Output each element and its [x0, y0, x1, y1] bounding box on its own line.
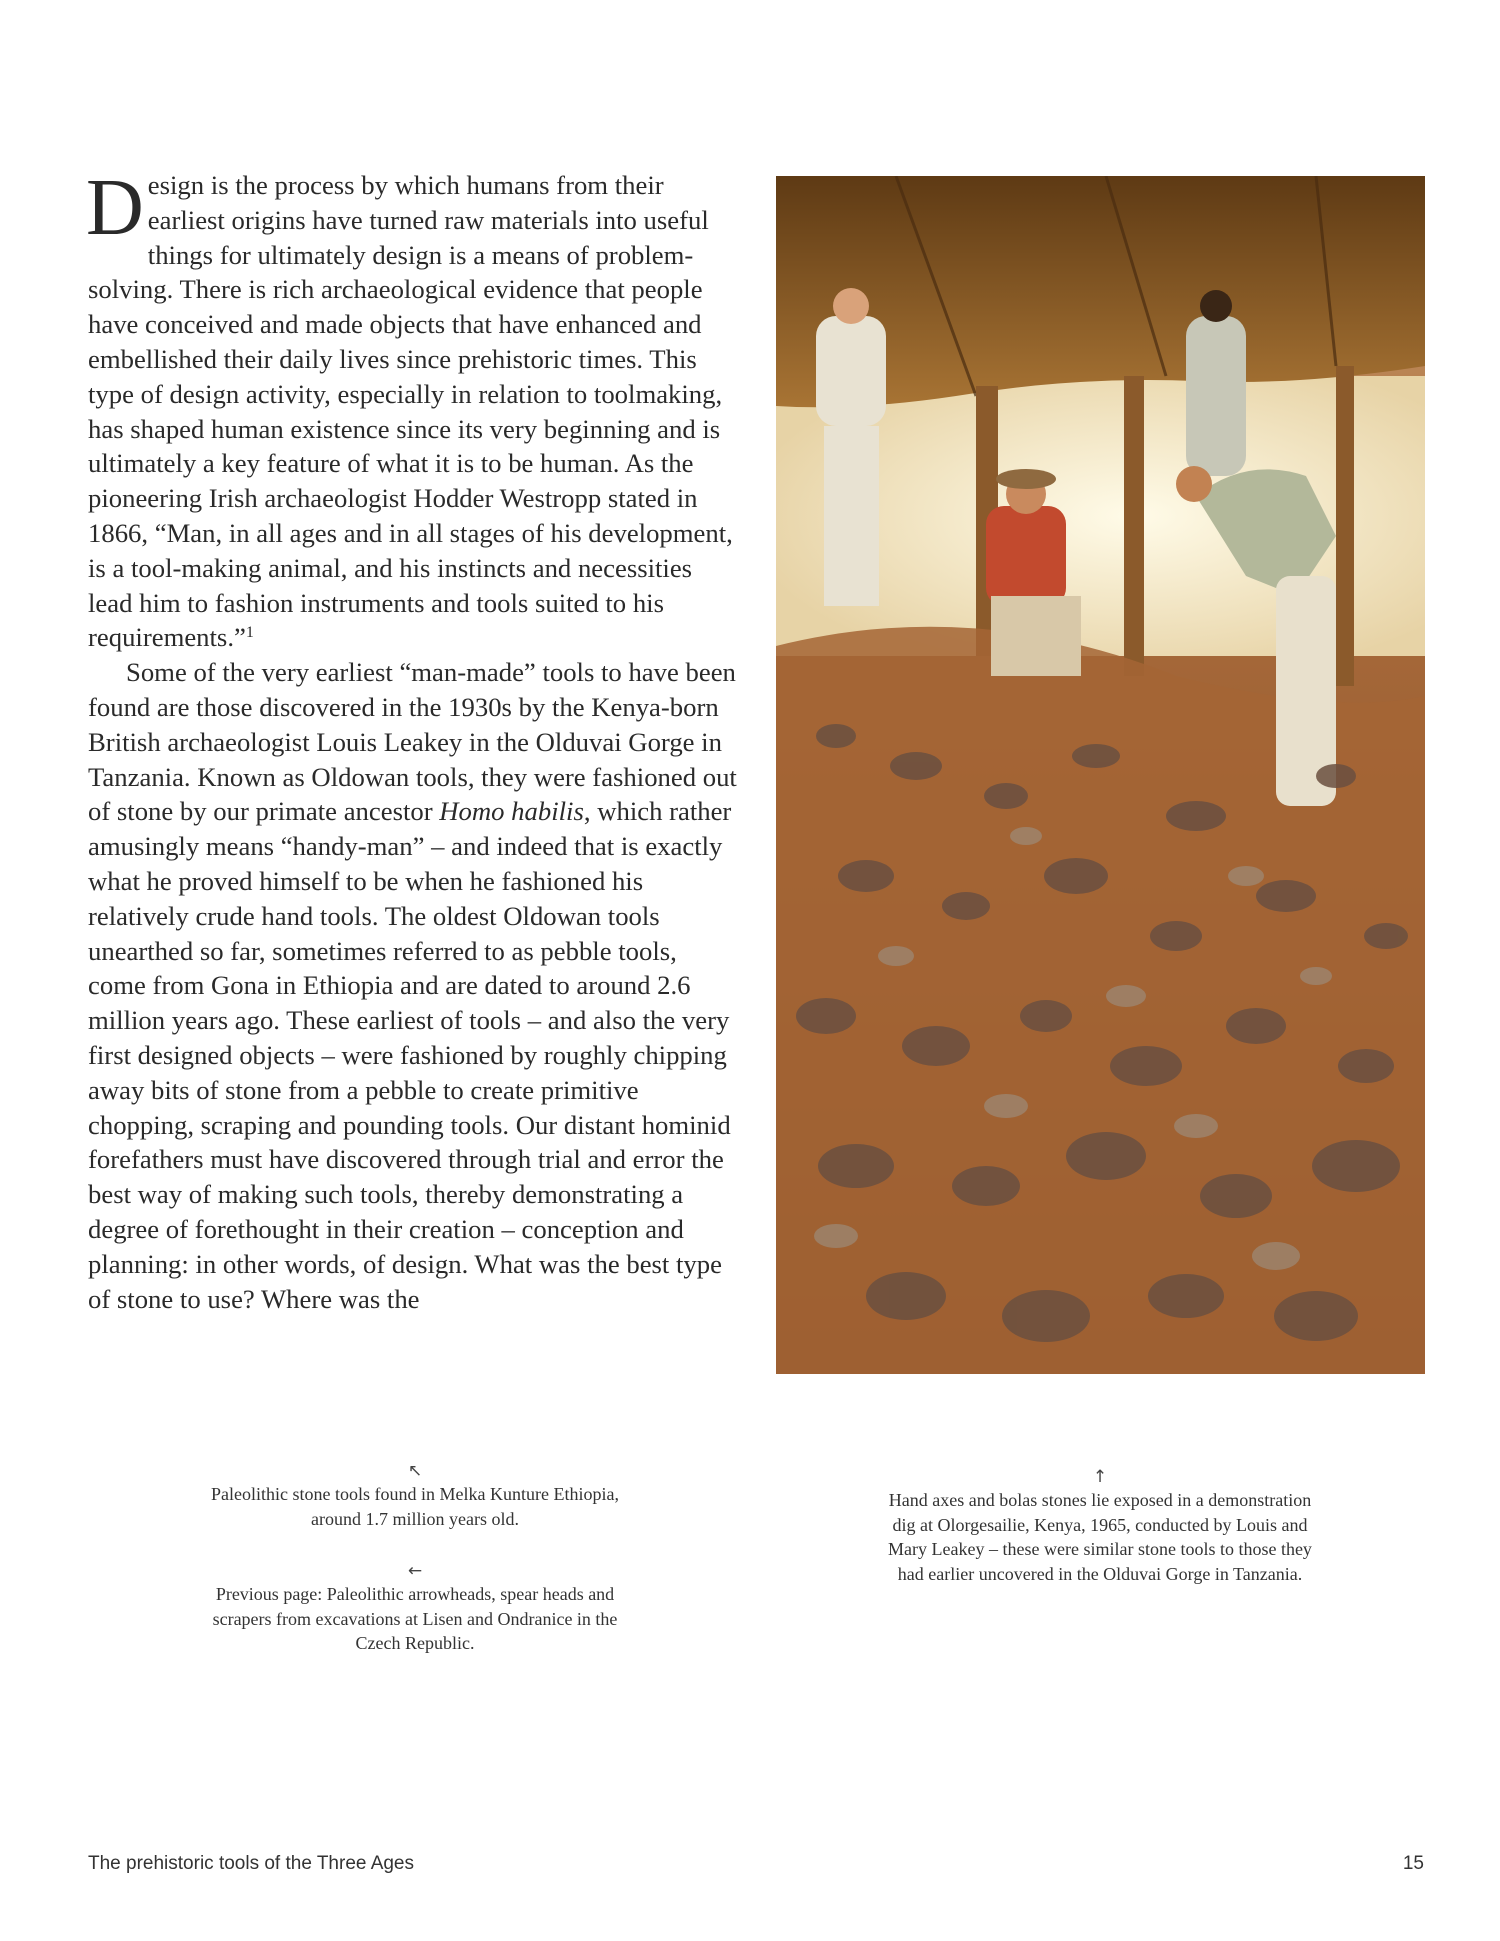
- arrow-left-icon: ←: [407, 1561, 423, 1581]
- caption-melka-kunture: [210, 1460, 620, 1531]
- caption-2-text: Previous page: Paleolithic arrowheads, spear heads and scrapers from excavations at Lisen and Ondranice in the Czech Republic.: [212, 1584, 618, 1654]
- paragraph-2-text-b: , which rather amusingly means “handy-man” – and indeed that is exactly what he proved himself to be when he fashioned his relatively crude hand tools. The oldest Oldowan tools unearthed so far, sometimes referred to as pebble tools, come from Gona in Ethiopia and are dated to around 2.6 million years ago. These earliest of tools – and also the very first designed objects – were fashioned by roughly chipping away bits of stone from a pebble to create primitive chopping, scraping and pounding tools. Our distant hominid forefathers must have discovered through trial and error the best way of making such tools, thereby demonstrating a degree of forethought in their creation – conception and planning: in other words, of design. What was the best type of stone to use? Where was the: [88, 796, 732, 1314]
- arrow-up-icon: ↑: [1092, 1467, 1108, 1487]
- excavation-photo: [776, 176, 1425, 1374]
- drop-cap: D: [86, 164, 144, 252]
- arrow-up-left-icon: ↖: [407, 1461, 423, 1481]
- species-name: Homo habilis: [439, 796, 584, 827]
- main-body-text: [86, 164, 740, 1316]
- footnote-marker: 1: [245, 624, 254, 642]
- paragraph-1: [86, 164, 740, 655]
- caption-previous-page: [210, 1560, 620, 1656]
- caption-1-text: Paleolithic stone tools found in Melka Kunture Ethiopia, around 1.7 million years old.: [211, 1484, 619, 1529]
- page-number: 15: [1402, 1853, 1424, 1874]
- caption-olorgesailie: [880, 1466, 1320, 1586]
- paragraph-2-text-a: Some of the very earliest “man-made” tools to have been found are those discovered in the 1930s by the Kenya-born British archaeologist Louis Leakey in the Olduvai Gorge in Tanzania. Known as Oldowan tools, they were fashioned out of stone by our primate ancestor: [88, 657, 737, 827]
- excavation-photo-illustration: [776, 176, 1425, 1374]
- running-footer-title: The prehistoric tools of the Three Ages: [88, 1853, 414, 1874]
- paragraph-2: [88, 655, 740, 1316]
- caption-3-text: Hand axes and bolas stones lie exposed in a demonstration dig at Olorgesailie, Kenya, 1965, conducted by Louis and Mary Leakey – these were similar stone tools to those they had earlier uncovered in the Olduvai Gorge in Tanzania.: [888, 1490, 1312, 1584]
- paragraph-1-text: esign is the process by which humans from their earliest origins have turned raw materials into useful things for ultimately design is a means of problem-solving. There is rich archaeological evidence that people have conceived and made objects that have enhanced and embellished their daily lives since prehistoric times. This type of design activity, especially in relation to toolmaking, has shaped human existence since its very beginning and is ultimately a key feature of what it is to be human. As the pioneering Irish archaeologist Hodder Westropp stated in 1866, “Man, in all ages and in all stages of his development, is a tool-making animal, and his instincts and necessities lead him to fashion instruments and tools suited to his requirements.”: [88, 170, 733, 653]
